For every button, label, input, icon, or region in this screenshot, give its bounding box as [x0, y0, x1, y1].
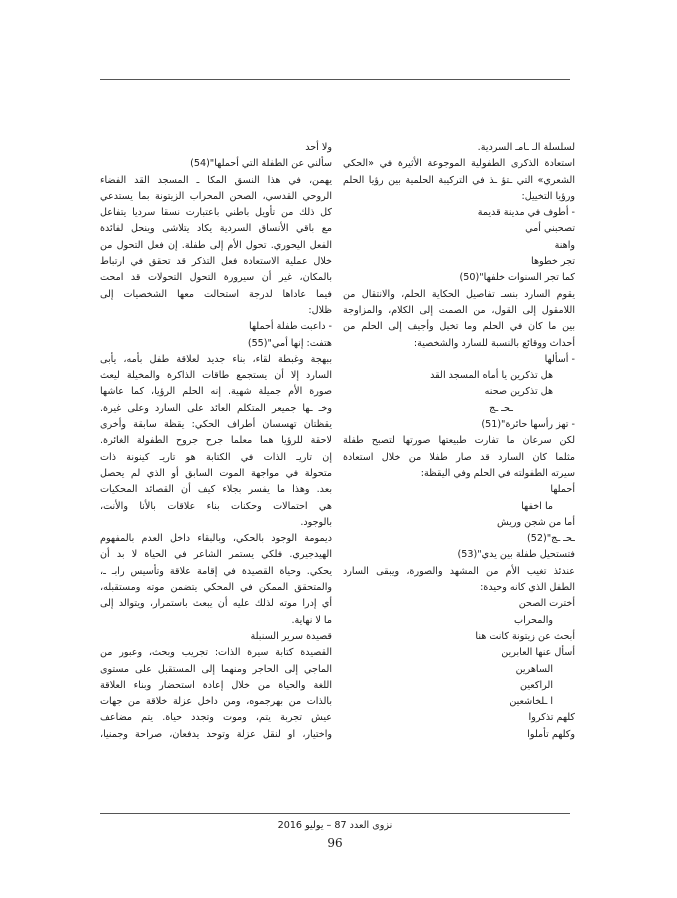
text-line: الساهرين — [515, 663, 553, 675]
text-line: بعد. وهذا ما يفسر بجلاء كيف أن القصائد المحكيات — [100, 484, 332, 496]
text-line: مثلما كان السارد قد صار طفلا من خلال استعادة — [343, 451, 575, 463]
text-line: ـحـ ـج — [489, 402, 513, 414]
text-line: ديمومة الوجود بالحكي، وبالبقاء داخل العدم بالمفهوم — [100, 533, 332, 545]
text-line: لكن سرعان ما تفارت طبيعتها صورتها لتصبح طفلة — [343, 435, 575, 447]
text-line: اللغة والحياة من خلال إعادة استحضار وبناء العلاقة — [100, 679, 332, 691]
text-line: أسأل عنها العابرين — [501, 647, 575, 659]
header-rule — [100, 79, 570, 80]
text-line: تصحبني أمي — [525, 223, 575, 235]
text-line: أحملها — [550, 484, 575, 496]
text-line: كل ذلك من تأويل باطني باعتبارت نسقا سرديا يتفاعل — [100, 207, 332, 219]
page-number: 96 — [327, 836, 343, 850]
text-line: يهمن، في هذا النسق المكا ـ المسجد القد الفضاء — [100, 174, 332, 186]
text-line: فتستحيل طفلة بين يدي"(53) — [457, 549, 575, 561]
text-line: هتفت: إنها أمي"(55) — [247, 337, 332, 349]
text-line: سيرته الطفولته في الحلم وفي اليقظة: — [420, 467, 575, 479]
text-line: أحداث ووقائع بالنسبة للسارد والشخصية: — [413, 337, 575, 349]
issue-info: نزوى العدد 87 – يوليو 2016 — [277, 820, 393, 831]
text-line: السارد إلا أن يستجمع طاقات الذاكرة والمخيلة ليعث — [100, 370, 332, 382]
text-line: هل تذكرين صحنه — [484, 386, 553, 398]
text-line: فيما عاداها لدرجة استحالت معها الشخصيات إلى — [100, 288, 332, 300]
text-line: بالمكان، غير أن سيرورة التحول التحولات قد امحت — [100, 272, 332, 284]
text-line: لاحقة للرؤيا هما معلما جرح جروح الطفولة الغائرة. — [100, 435, 332, 447]
text-line: هي احتمالات وحكنات بناء علاقات بالأنا والأنت، — [100, 500, 332, 512]
text-line: الماجي إلى الحاجر ومنهما إلى المستقبل على مستوى — [100, 663, 332, 675]
text-line: - تهز رأسها حائرة"(51) — [481, 419, 575, 431]
text-line: استعادة الذكرى الطفولية الموجوعة الأثيرة في «الحكي — [343, 158, 575, 170]
text-line: ظلال: — [308, 304, 332, 316]
text-line: واختيار، او لنقل عزلة وتوحد يدفعان، صراحة وجمنيا، — [100, 728, 332, 740]
text-line: ـحـ ـج"(52) — [527, 533, 575, 545]
text-line: ما اخفها — [521, 500, 553, 512]
text-line: يقظتان تهسسان أطراف الحكي: يقظة سابقة وأخرى — [100, 419, 332, 431]
text-line: سألني عن الطفلة التي أحملها"(54) — [190, 158, 332, 170]
text-line: وكلهم تأملوا — [527, 728, 575, 740]
text-line: إن تاريـ الذات في الكتابة هو تاريـ كينونة ذات — [100, 451, 332, 463]
text-line: عيش تجربة يتم، وموت وتجدد حياة. يتم مضاعف — [100, 712, 332, 724]
text-line: والمتحقق الممكن في المحكي يتضمن موته ومستقبله، — [100, 582, 332, 594]
text-line: القصيدة كتابة سيرة الذات: تجريب وبحث، وعبور من — [100, 647, 332, 659]
text-line: بالذات من بهرجموه، ومن داخل عزلة خلاقة من جهات — [100, 696, 332, 708]
text-line: كما تجر السنوات خلفها"(50) — [459, 272, 575, 284]
text-line: - أسألها — [544, 353, 575, 365]
text-line: الفعل اليحوري. تحول الأم إلى طفلة. إن فعل التحول من — [100, 239, 332, 251]
text-line: الشعري» التي ـتؤ ـذ في التركيبة الحلمية بين رؤيا الحلم — [343, 174, 575, 186]
text-line: وخـ ـها جميعر المتكلم العائد على السارد وعلى غيرة. — [100, 402, 332, 414]
text-line: اللامقول إلى القول، من الصمت إلى الكلام، والمزاوجة — [343, 304, 575, 316]
text-line: بين ما كان في الحلم وما تخيل وأجيف إلى الحلم من — [343, 321, 575, 333]
footer-rule — [100, 813, 570, 814]
text-column-left — [100, 140, 332, 743]
text-line: الراكعين — [520, 679, 553, 691]
text-line: الهيدجيري. فلكي يستمر الشاعر في الحياة لا بد أن — [100, 549, 332, 561]
text-line: يحكي. وحياة القصيدة في إقامة علاقة وتأسيس رابـ ـ، — [100, 565, 332, 577]
text-line: والمحراب — [514, 614, 553, 626]
text-line: أما من شجن وريش — [496, 516, 575, 528]
text-line: مع باقي الأنساق السردية يكاد يتلاشى وينحل لفائدة — [100, 223, 332, 235]
text-line: ولا أحد — [305, 142, 332, 153]
text-line: - داعبت طفلة أحملها — [248, 321, 332, 333]
text-line: قصيدة سرير السنبلة — [250, 630, 332, 642]
text-line: ما لا نهاية. — [291, 614, 332, 626]
text-line: الطفل الذي كانه وحيدة: — [480, 582, 575, 594]
text-line: متحولة في مواجهة الموت السابق أو الذي لم يحصل — [100, 467, 332, 479]
text-line: بالوجود. — [300, 516, 332, 528]
text-line: أخترت الصحن — [518, 598, 575, 610]
text-line: واهنة — [554, 239, 575, 251]
text-line: خلال عملية الاستعادة فعل التذكر قد تحقق في ارتباط — [100, 256, 332, 268]
text-line: يقوم السارد بنسـ تفاصيل الحكاية الحلم، والانتقال من — [343, 288, 575, 300]
text-line: لسلسلة الـ ـامـ السردية. — [477, 142, 575, 153]
text-line: تجر خطوها — [531, 256, 575, 268]
text-line: ا ـلخاشعين — [509, 696, 553, 708]
text-column-right — [343, 140, 575, 743]
text-line: - أطوف في مدينة قديمة — [477, 207, 575, 219]
text-line: ببهجة وغبطة لقاء، بناء جديد لعلاقة طفل بأمه، يأبى — [100, 353, 332, 365]
text-line: كلهم تذكروا — [528, 712, 575, 724]
text-line: أي إدرا موته لذلك عليه أن يبعث باستمرار، ويتوالد إلى — [100, 598, 332, 610]
text-line: صورة الأم جميلة شهية. إنه الحلم الرؤيا، كما عاشها — [100, 386, 332, 398]
text-line: أبحث عن زيتونة كانت هنا — [475, 630, 575, 642]
text-line: ورؤيا التخييل: — [521, 190, 575, 202]
text-line: الروحي القدسي، الصحن المحراب الزيتونة بما يستدعي — [100, 190, 332, 202]
text-line: هل تذكرين يا أماه المسجد القد — [430, 370, 553, 382]
text-line: عندئذ تغيب الأم من المشهد والصورة، ويبقى السارد — [343, 565, 575, 577]
